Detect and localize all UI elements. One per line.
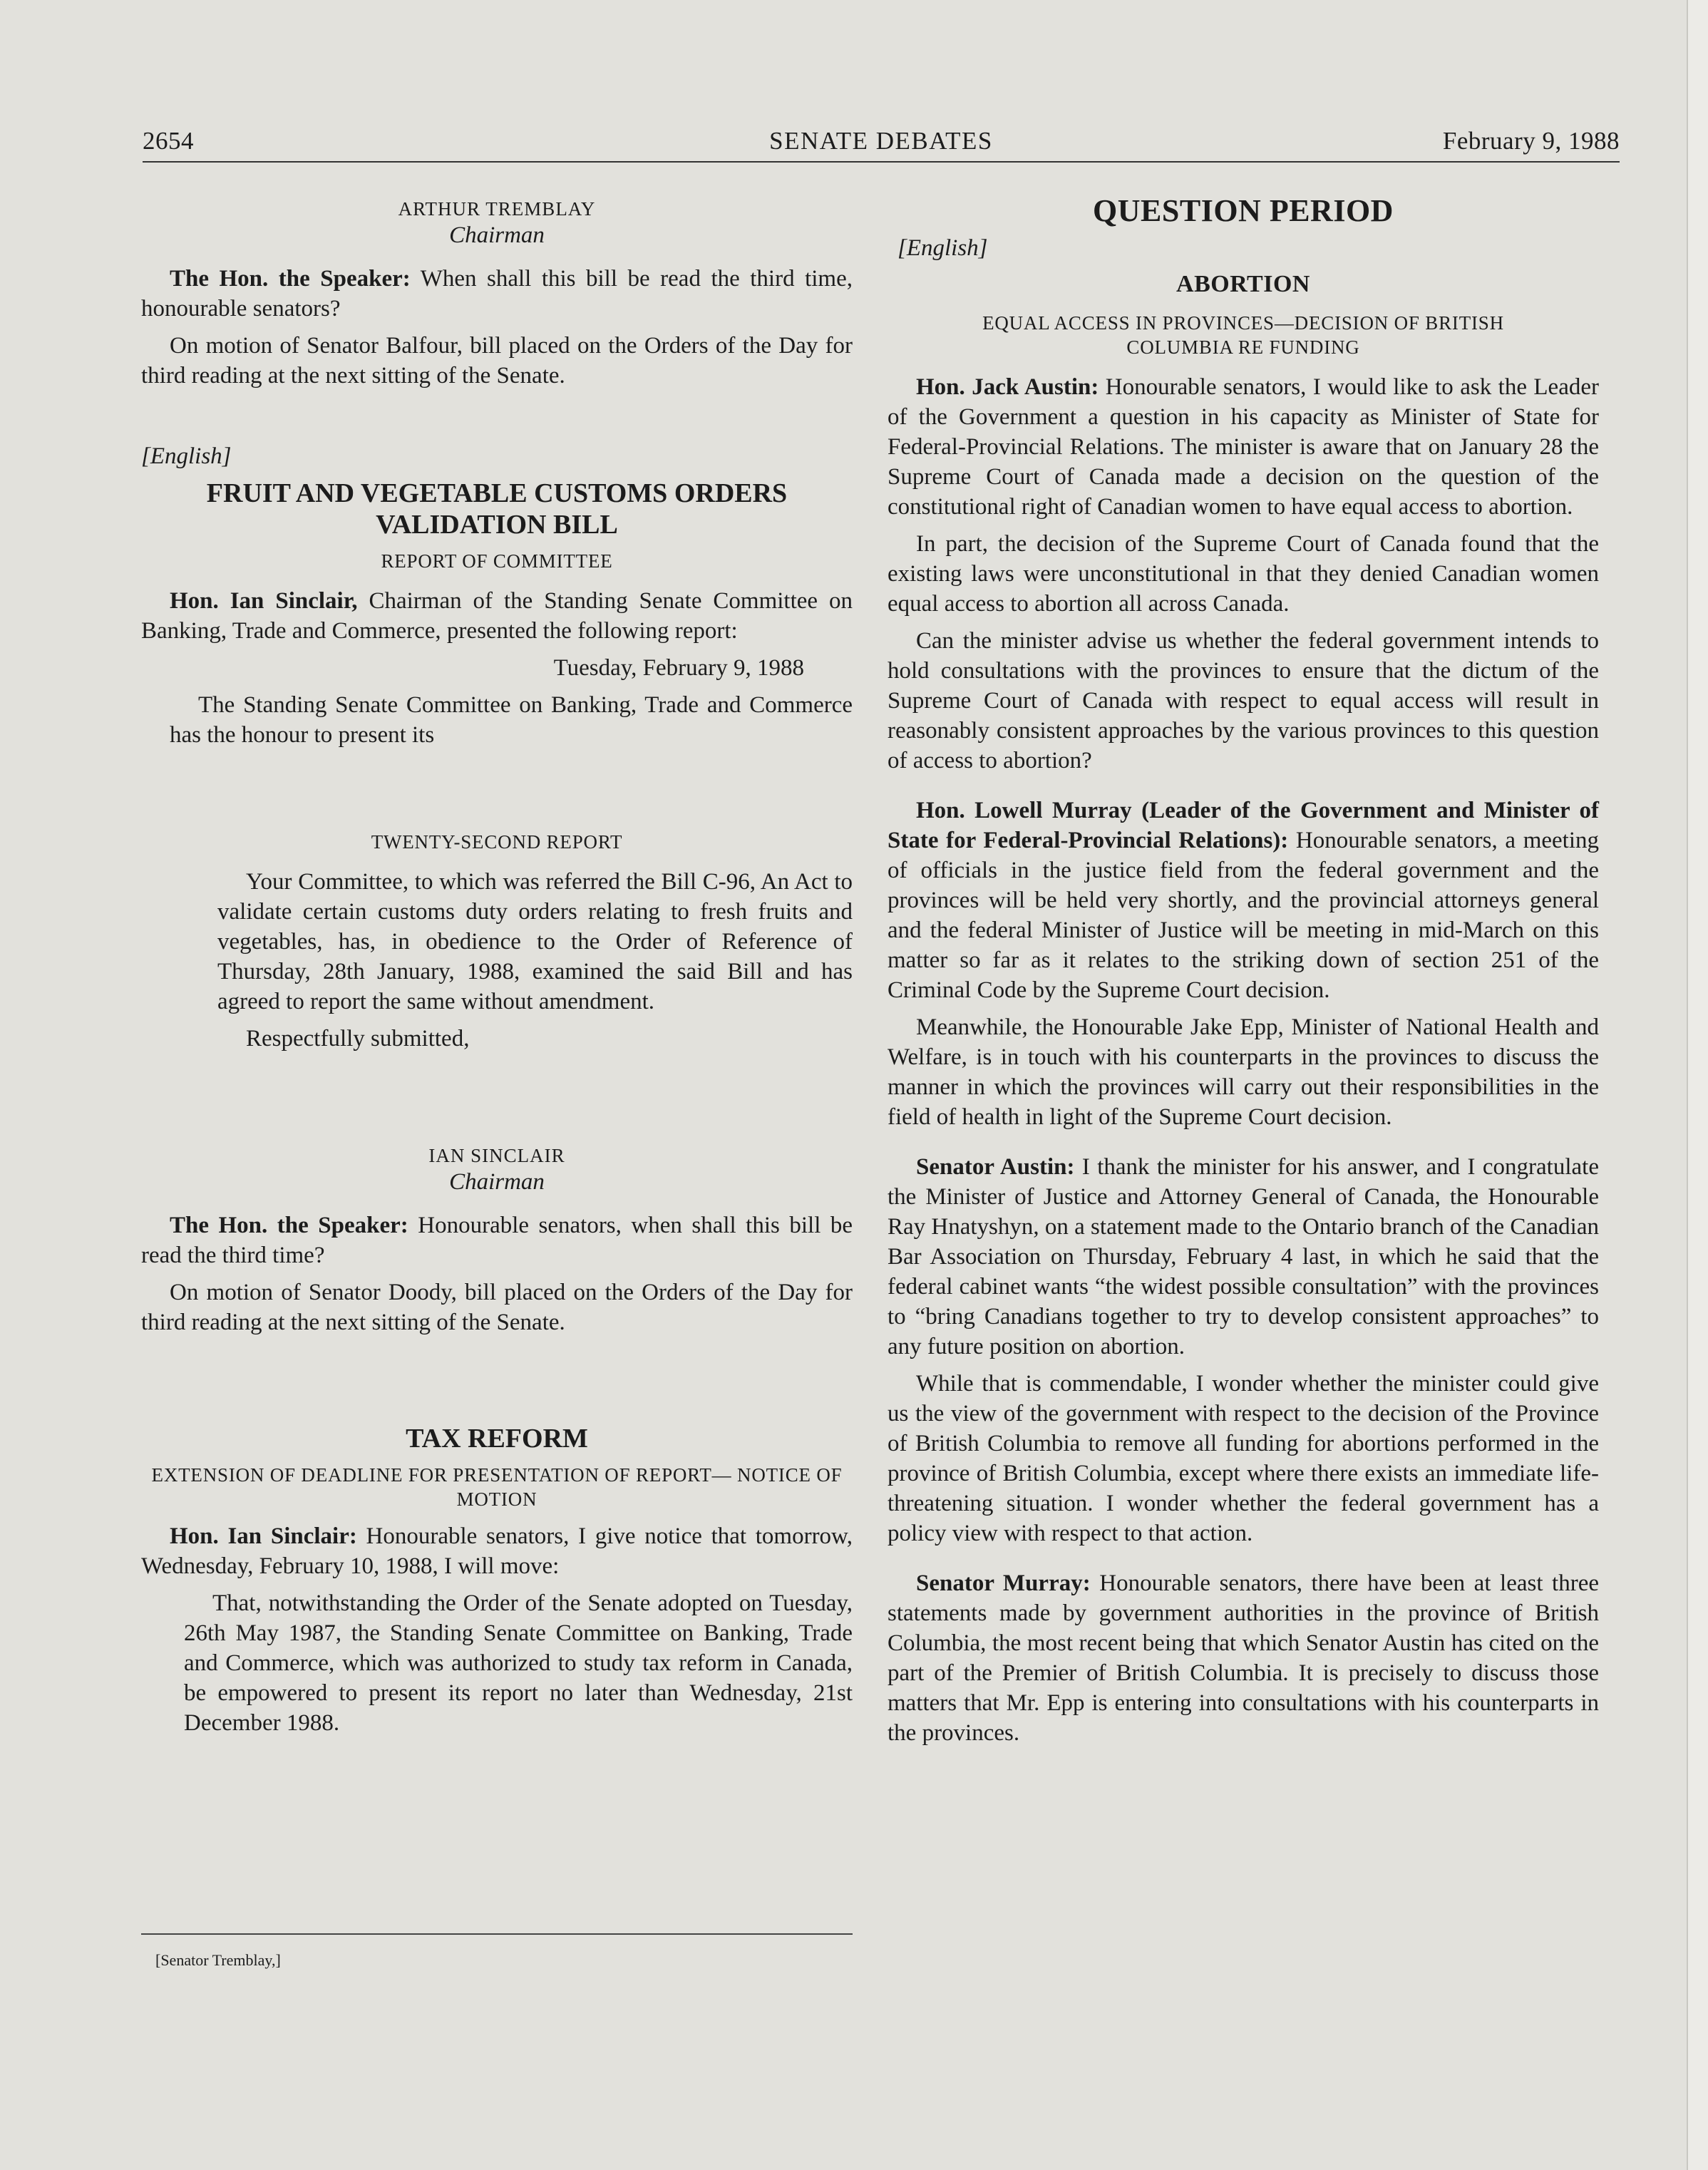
subheading: EQUAL ACCESS IN PROVINCES—DECISION OF BRITISH COLUMBIA RE FUNDING <box>982 312 1504 358</box>
subsection-heading: ABORTION <box>1176 271 1310 297</box>
paragraph: On motion of Senator Doody, bill placed on the Orders of the Day for third reading at the next sitting of the Senate. <box>141 1280 853 1335</box>
quoted-paragraph: That, notwithstanding the Order of the Senate adopted on Tuesday, 26th May 1987, the Standing Senate Committee on Banking, Trade and Commerce, which was authorized to study tax reform in Canada, be empowered to present its report no later than Wednesday, 21st December 1988. <box>184 1590 853 1736</box>
page-number: 2654 <box>143 127 194 155</box>
left-column <box>141 192 853 1745</box>
paragraph: Senator Austin: I thank the minister for his answer, and I congratulate the Minister of Justice and Attorney General of Canada, the Honourable Ray Hnatyshyn, on a statement made to the Ontario branch of the Canadian Bar Association on Thursday, February 4 last, in which he said that the federal cabinet wants “the widest possible consultation” with the provinces to “bring Canadians together to try to develop consistent approaches” to any future position on abortion. <box>888 1154 1599 1359</box>
paragraph: Senator Murray: Honourable senators, there have been at least three statements made by government authorities in the province of British Columbia, the most recent being that which Senator Austin has cited on the part of the Premier of British Columbia. It is precisely to discuss those matters that Mr. Epp is entering into consultations with his counterparts in the provinces. <box>888 1570 1599 1746</box>
speaker-name: Senator Murray: <box>916 1570 1091 1596</box>
page-edge <box>1687 0 1708 2170</box>
speaker-name: Senator Austin: <box>916 1154 1075 1180</box>
section-heading: QUESTION PERIOD <box>1093 193 1394 228</box>
subheading: REPORT OF COMMITTEE <box>381 550 613 572</box>
paragraph: Hon. Ian Sinclair, Chairman of the Standing Senate Committee on Banking, Trade and Commerce, presented the following report: <box>141 588 853 644</box>
paragraph: Hon. Ian Sinclair: Honourable senators, I give notice that tomorrow, Wednesday, February 10, 1988, I will move: <box>141 1523 853 1579</box>
paragraph: In part, the decision of the Supreme Court of Canada found that the existing laws were unconstitutional in that they denied Canadian women equal access to abortion all across Canada. <box>888 531 1599 617</box>
signature-title: Chairman <box>449 222 545 248</box>
speaker-name: Hon. Ian Sinclair: <box>170 1523 357 1549</box>
paragraph: While that is commendable, I wonder whether the minister could give us the view of the government with respect to the decision of the Province of British Columbia to remove all funding for abortions performed in the province of British Columbia, except where there exists an immediate life-threatening situation. I wonder whether the federal government has a policy view with respect to that action. <box>888 1371 1599 1546</box>
speaker-name: Hon. Ian Sinclair, <box>170 588 358 614</box>
paragraph: Hon. Lowell Murray (Leader of the Government and Minister of State for Federal-Provincial Relations): Honourable senators, a meeting of officials in the justice field from the federal government and the provinces will be held very shortly, and the provincial attorneys general and the federal Minister of Justice will be meeting in mid-March on this matter so far as it relates to the striking down of section 251 of the Criminal Code by the Supreme Court decision. <box>888 798 1599 1003</box>
paragraph: The Hon. the Speaker: Honourable senators, when shall this bill be read the third time? <box>141 1213 853 1268</box>
subheading: TWENTY-SECOND REPORT <box>371 831 623 853</box>
subheading: EXTENSION OF DEADLINE FOR PRESENTATION OF REPORT— NOTICE OF MOTION <box>151 1464 843 1510</box>
header-title: SENATE DEBATES <box>769 127 993 155</box>
header-rule <box>143 161 1620 163</box>
language-marker: [English] <box>897 235 988 261</box>
paragraph: The Hon. the Speaker: When shall this bill be read the third time, honourable senators? <box>141 266 853 322</box>
quoted-paragraph: Your Committee, to which was referred the Bill C-96, An Act to validate certain customs duty orders relating to fresh fruits and vegetables, has, in obedience to the Order of Reference of Thursday, 28th January, 1988, examined the said Bill and has agreed to report the same without amendment. <box>217 869 853 1014</box>
language-marker: [English] <box>141 443 232 469</box>
footnote-rule <box>141 1933 853 1935</box>
signature-name: IAN SINCLAIR <box>428 1145 565 1166</box>
right-column <box>888 192 1599 1755</box>
speaker-name: The Hon. the Speaker: <box>170 266 411 292</box>
quoted-paragraph: The Standing Senate Committee on Banking, Trade and Commerce has the honour to present its <box>170 692 853 748</box>
running-header <box>143 127 1620 163</box>
paragraph: Can the minister advise us whether the federal government intends to hold consultations with the provinces to ensure that the dictum of the Supreme Court of Canada with respect to equal access will result in reasonably consistent approaches by the various provinces to this question of access to abortion? <box>888 628 1599 773</box>
paragraph: Meanwhile, the Honourable Jake Epp, Minister of National Health and Welfare, is in touch with his counterparts in the provinces to discuss the manner in which the provinces will carry out their responsibilities in the field of health in light of the Supreme Court decision. <box>888 1014 1599 1130</box>
speaker-name: The Hon. the Speaker: <box>170 1213 408 1238</box>
quoted-paragraph: Respectfully submitted, <box>246 1026 470 1051</box>
speaker-name: Hon. Lowell Murray (Leader of the Government and Minister of State for Federal-Provincial Relations): <box>888 798 1599 853</box>
footnote: [Senator Tremblay,] <box>155 1951 281 1969</box>
signature-name: ARTHUR TREMBLAY <box>398 198 596 220</box>
section-heading: TAX REFORM <box>406 1424 588 1454</box>
speaker-name: Hon. Jack Austin: <box>916 374 1099 400</box>
report-date: Tuesday, February 9, 1988 <box>553 655 804 681</box>
section-heading: FRUIT AND VEGETABLE CUSTOMS ORDERS VALIDATION BILL <box>206 478 788 540</box>
paragraph: On motion of Senator Balfour, bill placed on the Orders of the Day for third reading at the next sitting of the Senate. <box>141 333 853 389</box>
header-date: February 9, 1988 <box>1442 127 1620 155</box>
paragraph: Hon. Jack Austin: Honourable senators, I would like to ask the Leader of the Government a question in his capacity as Minister of State for Federal-Provincial Relations. The minister is aware that on January 28 the Supreme Court of Canada made a decision on the question of the constitutional right of Canadian women to have equal access to abortion. <box>888 374 1599 520</box>
signature-title: Chairman <box>449 1169 545 1195</box>
